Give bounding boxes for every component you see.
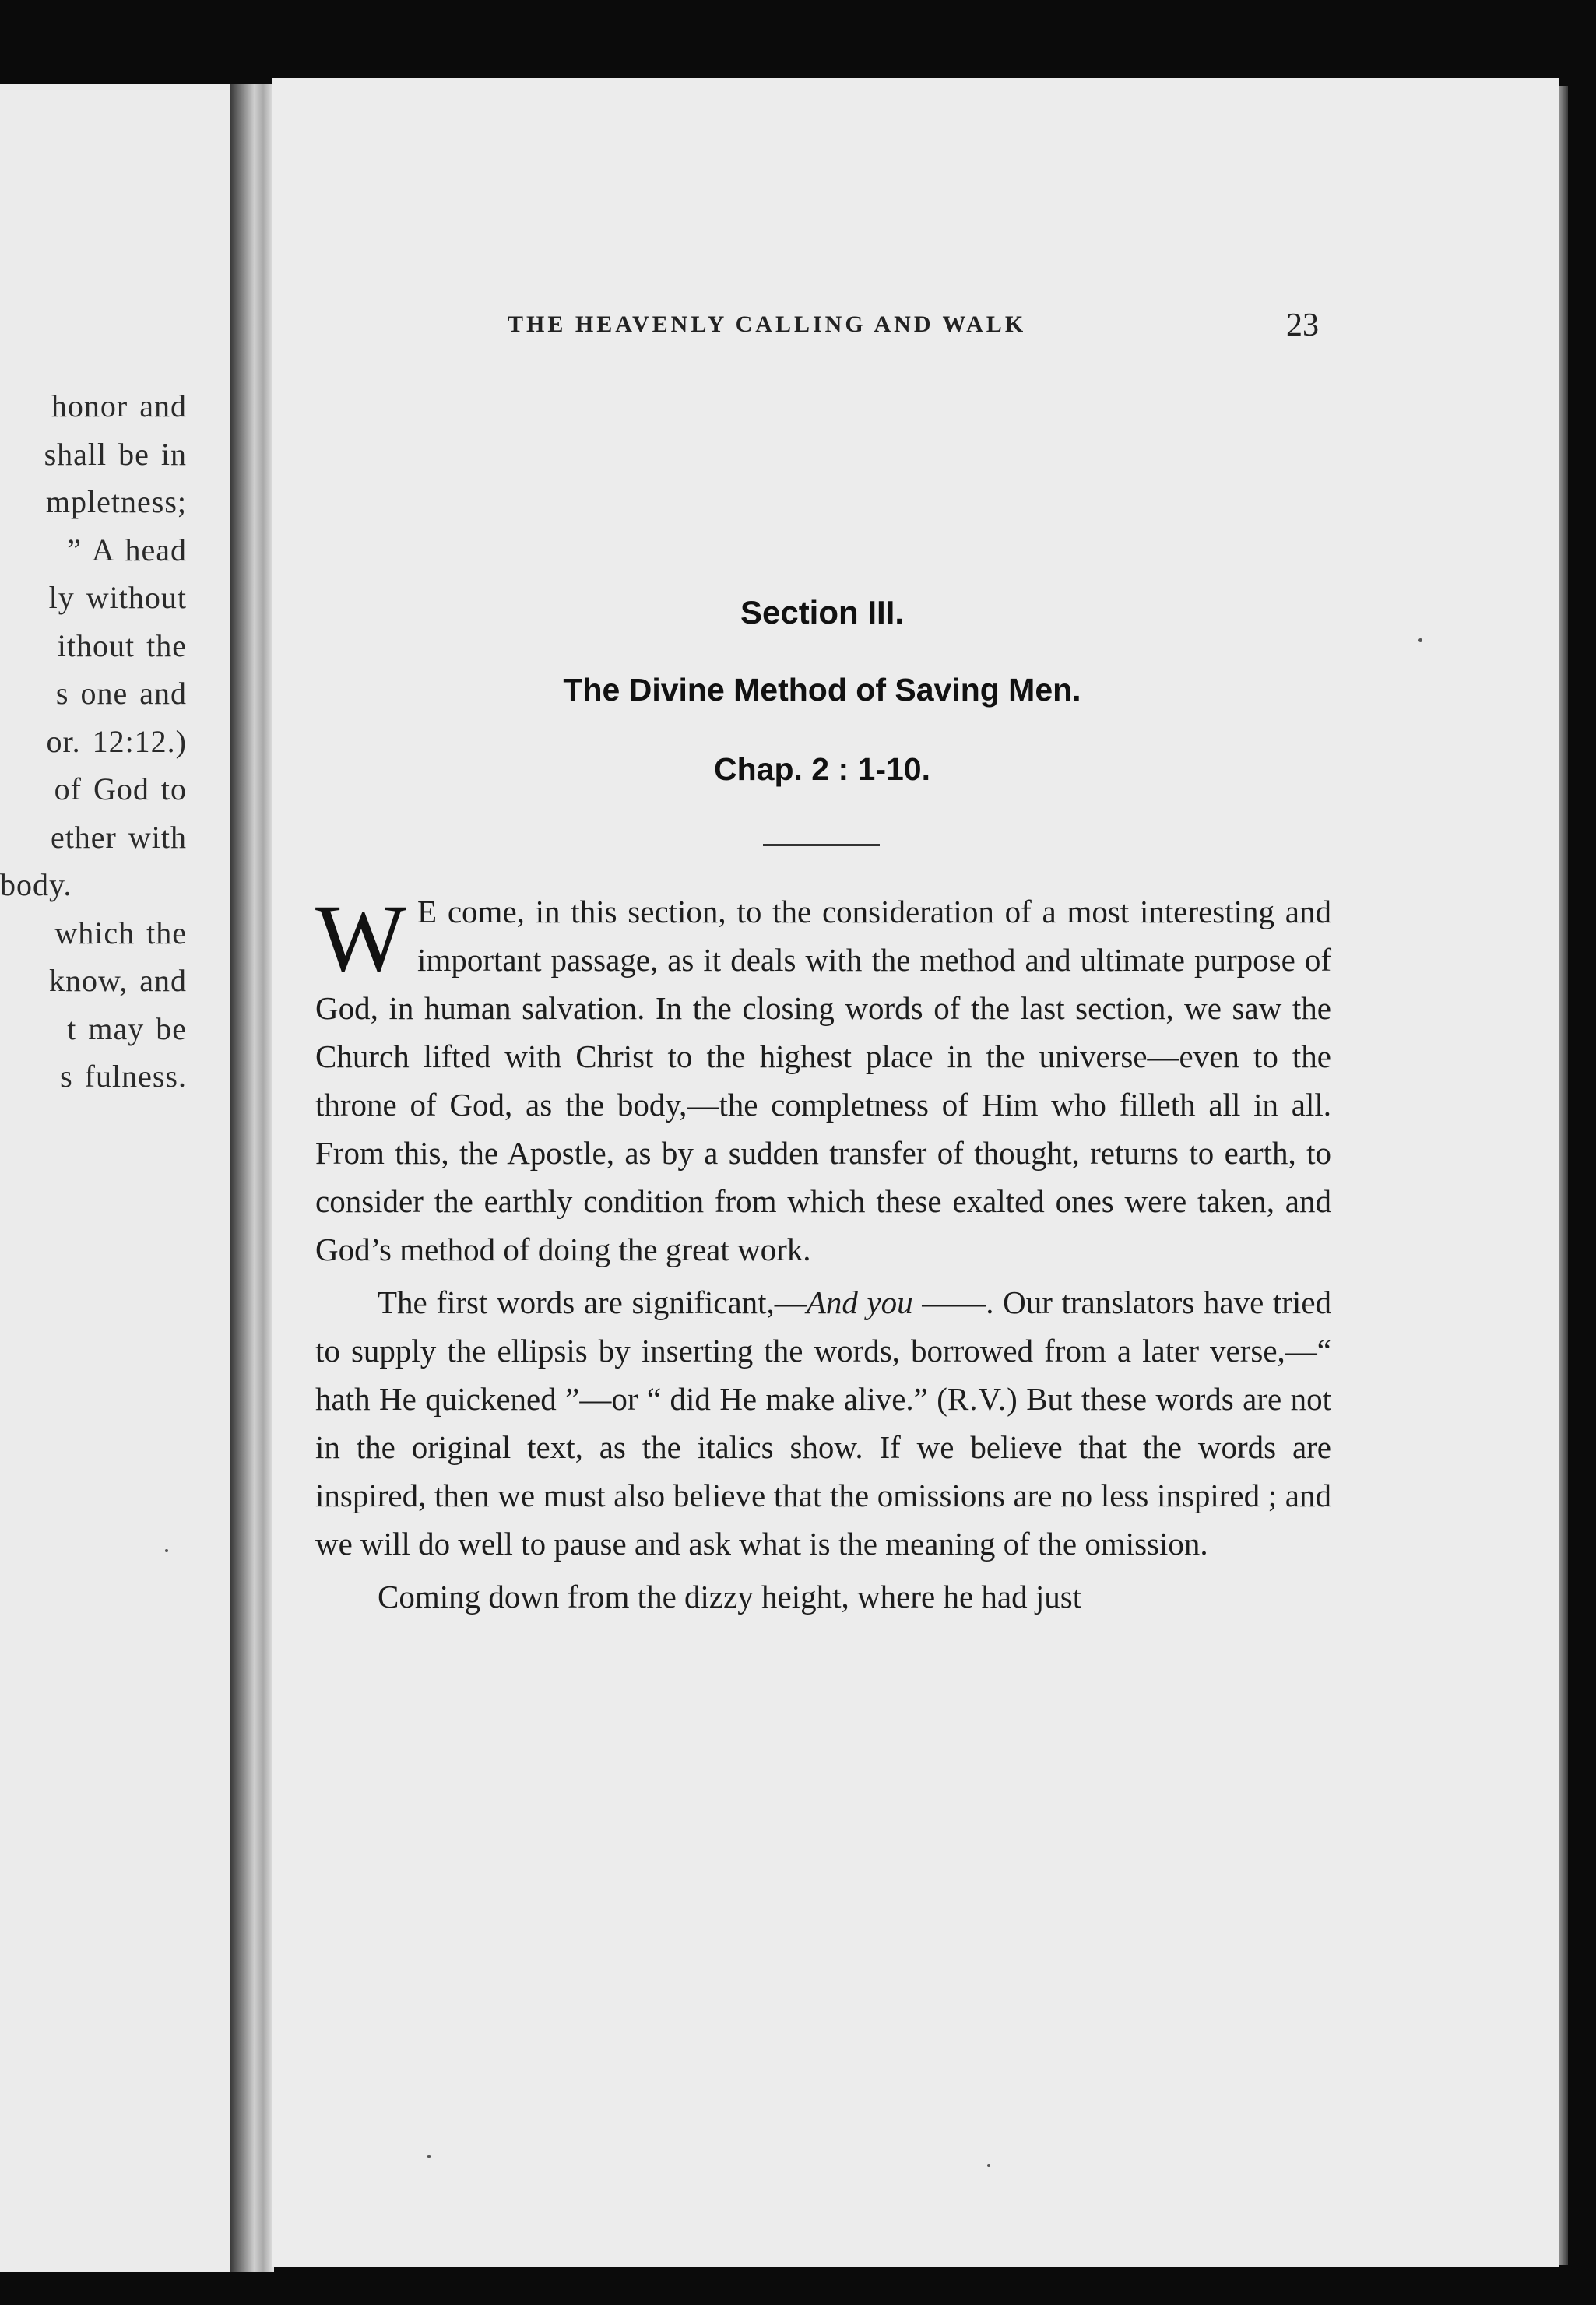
scan-speck bbox=[165, 1549, 168, 1552]
paragraph bbox=[315, 1572, 1331, 1621]
italic-phrase: And you bbox=[806, 1284, 913, 1320]
previous-page-line: shall be in bbox=[44, 436, 187, 472]
previous-page-line: which the bbox=[54, 915, 187, 950]
section-divider bbox=[763, 844, 880, 846]
section-title: The Divine Method of Saving Men. bbox=[563, 672, 1081, 708]
previous-page-line: t may be bbox=[67, 1010, 187, 1046]
body-text bbox=[315, 887, 1331, 1621]
page-edge-shadow bbox=[1559, 86, 1568, 2265]
drop-cap: W bbox=[315, 885, 407, 992]
previous-page-line: or. 12:12.) bbox=[46, 723, 187, 759]
paragraph-text: E come, in this section, to the consideration of a most interesting and important passage, as it deals with the method and ultimate purpose of God, in human salvation. In the closing words of the last section, we saw the Church lifted with Christ to the highest place in the universe—even to the throne of God, as the body,—the completness of Him who filleth all in all. From this, the Apostle, as by a sudden transfer of thought, returns to earth, to consider the earthly condition from which these exalted ones were taken, and God’s method of doing the great work. bbox=[315, 894, 1331, 1267]
scan-speck bbox=[987, 2164, 990, 2167]
paragraph-text: ) But these words are not in the original text, as the italics show. If we believe that the words are inspired, then we must also believe that the omissions are no less inspired ; and we will do well to pause and ask what is the meaning of the omission. bbox=[315, 1381, 1331, 1562]
previous-page-line: ly without bbox=[48, 580, 187, 615]
paragraph-text: Coming down from the dizzy height, where he had just bbox=[378, 1579, 1082, 1615]
running-head: THE HEAVENLY CALLING AND WALK bbox=[508, 311, 1027, 337]
previous-page-line: honor and bbox=[51, 388, 187, 423]
page-number: 23 bbox=[1286, 307, 1319, 343]
previous-page-line: s fulness. bbox=[60, 1059, 187, 1094]
previous-page-line: s one and bbox=[55, 676, 187, 711]
book-gutter bbox=[230, 84, 274, 2272]
paragraph bbox=[315, 1278, 1331, 1568]
section-label: Section III. bbox=[740, 594, 905, 631]
paragraph-text: Our translators have tried to supply the ellipsis by inserting the words, borrowed from a later verse,—“ hath He quickened ”—or “ did He make alive.” ( bbox=[315, 1284, 1332, 1417]
paragraph-text: ——. bbox=[912, 1284, 994, 1320]
scan-speck bbox=[427, 2155, 431, 2158]
previous-page-line: ithout the bbox=[57, 627, 187, 663]
previous-page-line: ” A head bbox=[67, 532, 187, 567]
previous-page-line: of God to bbox=[54, 771, 187, 806]
previous-page-line: mpletness; bbox=[45, 484, 187, 519]
previous-page-line: body. bbox=[0, 867, 72, 902]
paragraph bbox=[315, 887, 1331, 1274]
paragraph-text: The first words are significant,— bbox=[378, 1284, 807, 1320]
scan-speck bbox=[1418, 638, 1422, 642]
previous-page-text bbox=[0, 382, 187, 1101]
previous-page-fragment bbox=[0, 84, 234, 2272]
version-abbreviation: R.V. bbox=[947, 1381, 1007, 1417]
previous-page-line: ether with bbox=[50, 819, 187, 855]
previous-page-line: know, and bbox=[48, 963, 187, 998]
chapter-reference: Chap. 2 : 1-10. bbox=[714, 751, 930, 787]
